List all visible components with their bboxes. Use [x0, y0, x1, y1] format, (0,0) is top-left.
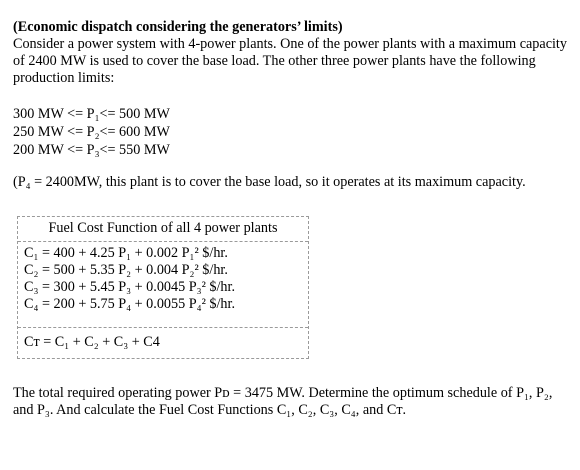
fuel-cost-table: [17, 216, 309, 359]
limit-p3: 200 MW <= P₃<= 550 MW: [13, 142, 170, 158]
equation-c1: C₁ = 400 + 4.25 P₁ + 0.002 P₁² $/hr.: [24, 245, 228, 261]
limit-p2: 250 MW <= P₂<= 600 MW: [13, 124, 170, 140]
equation-c3: C₃ = 300 + 5.45 P₃ + 0.0045 P₃² $/hr.: [24, 279, 236, 295]
equation-c2: C₂ = 500 + 5.35 P₂ + 0.004 P₂² $/hr.: [24, 262, 228, 278]
fuel-cost-table-title: Fuel Cost Function of all 4 power plants: [18, 217, 308, 242]
fuel-cost-equations: [18, 242, 308, 317]
limit-p1: 300 MW <= P₁<= 500 MW: [13, 106, 170, 122]
problem-intro: Consider a power system with 4-power plants. One of the power plants with a maximum capacity of 2400 MW is used to cover the base load. The other three power plants have the following production limits:: [13, 36, 567, 86]
problem-title: (Economic dispatch considering the generators’ limits): [13, 19, 343, 35]
base-load-note: (P₄ = 2400MW, this plant is to cover the base load, so it operates at its maximum capacity.: [13, 174, 526, 190]
production-limits: [13, 106, 569, 160]
problem-question: The total required operating power Pᴅ = 3475 MW. Determine the optimum schedule of P₁, P₂, and P₃. And calculate the Fuel Cost Functions C₁, C₂, C₃, C₄, and Cᴛ.: [13, 385, 553, 418]
equation-c4: C₄ = 200 + 5.75 P₄ + 0.0055 P₄² $/hr.: [24, 296, 236, 312]
problem-page: [13, 19, 569, 418]
equation-total: Cᴛ = C₁ + C₂ + C₃ + C4: [18, 327, 308, 358]
